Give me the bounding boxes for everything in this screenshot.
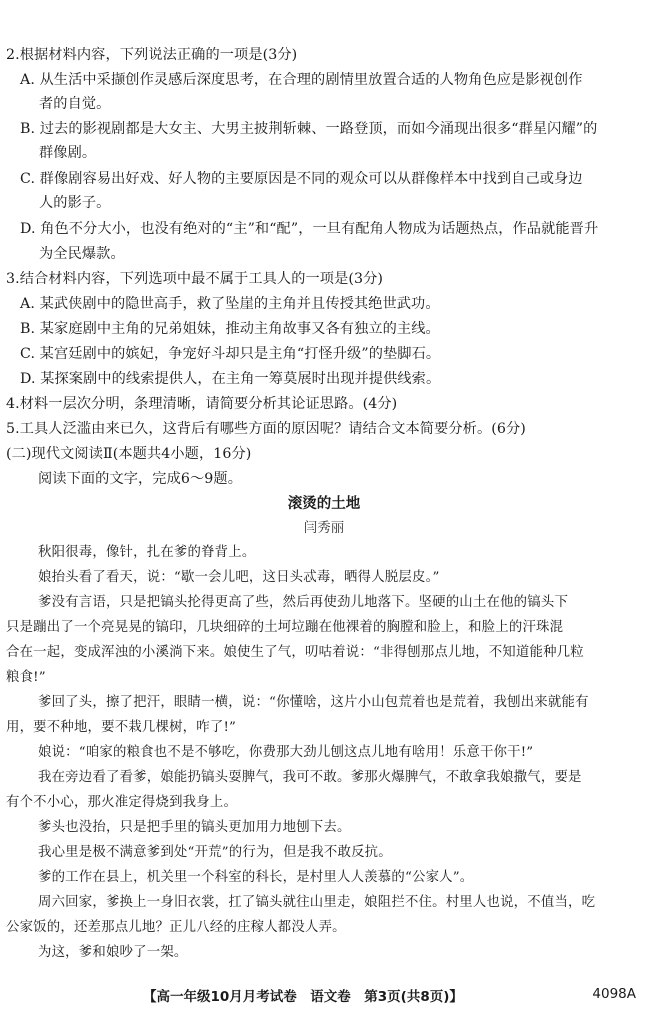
q2-option-c: C. 群像剧容易出好戏、好人物的主要原因是不同的观众可以从群像样本中找到自己或身边 bbox=[20, 171, 583, 187]
story-author: 闫秀丽 bbox=[303, 520, 345, 536]
reading-instruction: 阅读下面的文字，完成6～9题。 bbox=[38, 471, 242, 487]
story-line: 爹的工作在县上，机关里一个科室的科长，是村里人人羡慕的“公家人”。 bbox=[38, 870, 474, 885]
story-line: 合在一起，变成浑浊的小溪淌下来。娘使生了气，叨咕着说：“非得刨那点儿地，不知道能种几粒 bbox=[6, 645, 584, 660]
q2-option-a: A. 从生活中采撷创作灵感后深度思考，在合理的剧情里放置合适的人物角色应是影视创作 bbox=[20, 72, 583, 88]
q2-option-a-cont: 者的自觉。 bbox=[39, 96, 111, 112]
q2-option-b: B. 过去的影视剧都是大女主、大男主披荆斩棘、一路登顶，而如今涌现出很多“群星闪耀”的 bbox=[20, 121, 598, 137]
story-line: 有个不小心，那火准定得烧到我身上。 bbox=[6, 795, 238, 810]
q3-option-d: D. 某探案剧中的线索提供人，在主角一筹莫展时出现并提供线索。 bbox=[20, 371, 441, 387]
question-3-stem: 3.结合材料内容，下列选项中最不属于工具人的一项是(3分) bbox=[6, 271, 384, 287]
q2-option-b-cont: 群像剧。 bbox=[39, 145, 97, 161]
question-5: 5.工具人泛滥由来已久，这背后有哪些方面的原因呢？请结合文本简要分析。(6分) bbox=[6, 421, 526, 437]
story-line: 爹没有言语，只是把镐头抡得更高了些，然后再使劲儿地落下。坚硬的山土在他的镐头下 bbox=[38, 595, 569, 610]
page-footer bbox=[0, 983, 648, 1007]
story-line: 娘抬头看了看天，说：“歇一会儿吧，这日头忒毒，晒得人脱层皮。” bbox=[38, 570, 440, 585]
footer-exam-code: 4098A bbox=[592, 986, 636, 1002]
story-line: 粮食!” bbox=[6, 670, 46, 685]
question-4: 4.材料一层次分明，条理清晰，请简要分析其论证思路。(4分) bbox=[6, 396, 398, 412]
q3-option-c: C. 某宫廷剧中的嫔妃，争宠好斗却只是主角“打怪升级”的垫脚石。 bbox=[20, 346, 441, 362]
story-line: 娘说：“咱家的粮食也不是不够吃，你费那大劲儿刨这点儿地有啥用！乐意干你干!” bbox=[38, 745, 534, 760]
footer-page-info: 【高一年级10月月考试卷 语文卷 第3页(共8页)】 bbox=[143, 989, 463, 1005]
story-line: 只是蹦出了一个亮晃晃的镐印，几块细碎的土坷垃蹦在他裸着的胸膛和脸上，和脸上的汗珠混 bbox=[6, 620, 564, 635]
story-line: 我心里是极不满意爹到处“开荒”的行为，但是我不敢反抗。 bbox=[38, 845, 392, 860]
story-line: 为这，爹和娘吵了一架。 bbox=[38, 945, 188, 960]
story-line: 我在旁边看了看爹，娘能扔镐头耍脾气，我可不敢。爹那火爆脾气，不敢拿我娘撒气，要是 bbox=[38, 770, 582, 785]
q2-option-c-cont: 人的影子。 bbox=[39, 195, 111, 211]
story-line: 爹头也没抬，只是把手里的镐头更加用力地刨下去。 bbox=[38, 820, 351, 835]
q3-option-b: B. 某家庭剧中主角的兄弟姐妹，推动主角故事又各有独立的主线。 bbox=[20, 321, 440, 337]
question-2-stem: 2.根据材料内容，下列说法正确的一项是(3分) bbox=[6, 47, 298, 63]
q3-option-a: A. 某武侠剧中的隐世高手，救了坠崖的主角并且传授其绝世武功。 bbox=[20, 296, 440, 312]
q2-option-d: D. 角色不分大小，也没有绝对的“主”和“配”，一旦有配角人物成为话题热点，作品就能晋升 bbox=[20, 221, 599, 237]
story-line: 爹回了头，擦了把汗，眼睛一横，说：“你懂啥，这片小山包荒着也是荒着，我刨出来就能有 bbox=[38, 695, 589, 710]
q2-option-d-cont: 为全民爆款。 bbox=[39, 246, 125, 262]
section-heading: (二)现代文阅读Ⅱ(本题共4小题，16分) bbox=[6, 446, 252, 462]
story-line: 公家饭的，还差那点儿地？正儿八经的庄稼人都没人弄。 bbox=[6, 920, 346, 935]
story-line: 周六回家，爹换上一身旧衣裳，扛了镐头就往山里走，娘阻拦不住。村里人也说，不值当，吃 bbox=[38, 895, 596, 910]
story-line: 秋阳很毒，像针，扎在爹的脊背上。 bbox=[38, 545, 256, 560]
story-title: 滚烫的土地 bbox=[287, 496, 361, 512]
story-line: 用，要不种地，要不栽几棵树，咋了!” bbox=[6, 720, 237, 735]
